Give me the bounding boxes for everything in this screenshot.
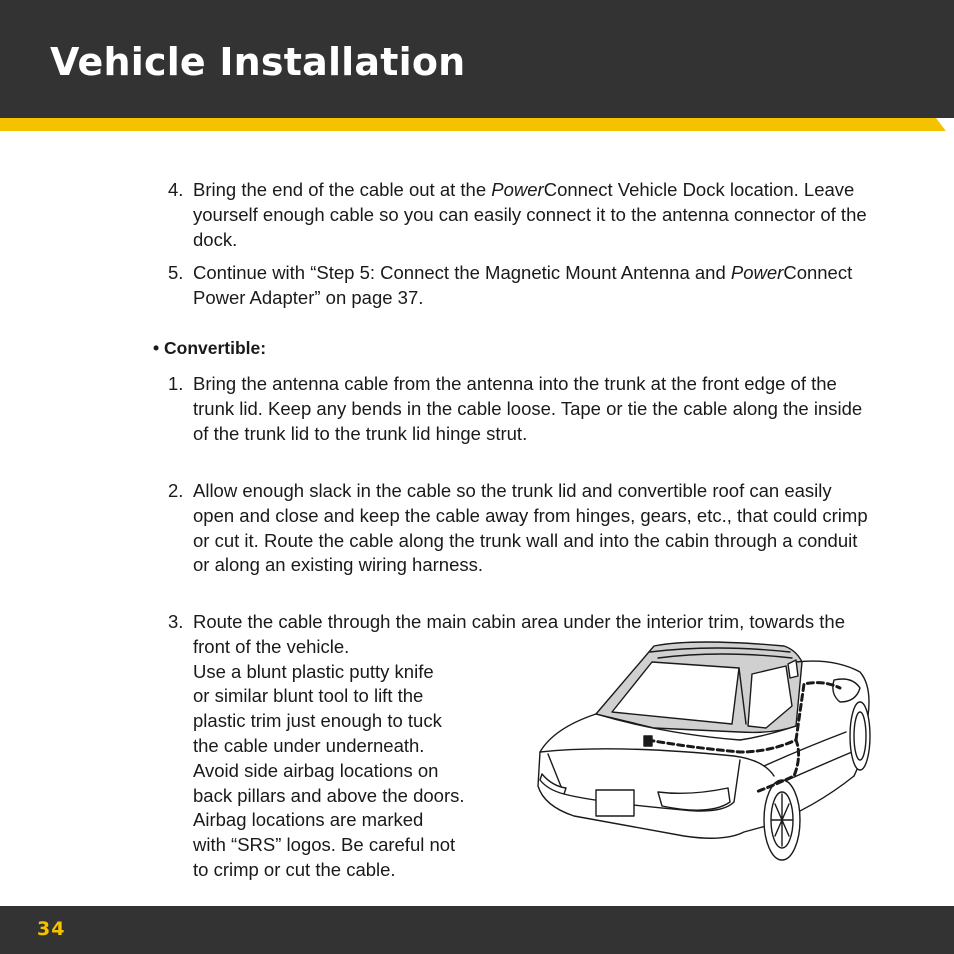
step-number: 2. [168,480,184,501]
convertible-heading: • Convertible: [153,338,267,358]
step-number: 1. [168,373,184,394]
step-5 [168,261,868,311]
accent-bar [0,118,954,131]
step-text: Continue with “Step 5: Connect the Magnetic Mount Antenna and PowerConnect Power Adapter” on page 37. [193,262,853,308]
step-text: Route the cable through the main cabin area under the interior trim, towards the front of the vehicle. Use a blunt plastic putty knife or similar blunt tool to lift the plastic trim just enough to tuck the cable under underneath. Avoid side airbag locations on back pillars and above the doors. Airbag locations are marked with “SRS” logos. Be careful not to crimp or cut the cable. [193,611,845,880]
page-number: 34 [37,918,66,940]
step-text: Bring the end of the cable out at the PowerConnect Vehicle Dock location. Leave yourself enough cable so you can easily connect it to the antenna connector of the dock. [193,179,867,250]
conv-step-1 [168,372,868,446]
conv-step-2 [168,479,868,578]
page-title: Vehicle Installation [50,40,466,84]
step-number: 3. [168,611,184,632]
convertible-car-illustration [534,636,872,864]
step-text: Allow enough slack in the cable so the trunk lid and convertible roof can easily open and close and keep the cable away from hinges, gears, etc., that could crimp or cut it. Route the cable along the trunk wall and into the cabin through a conduit or along an existing wiring harness. [193,480,868,576]
step-number: 5. [168,262,184,283]
footer-bar [0,906,954,954]
header-bar [0,0,954,118]
step-4 [168,178,868,252]
step-text: Bring the antenna cable from the antenna into the trunk at the front edge of the trunk lid. Keep any bends in the cable loose. Tape or tie the cable along the inside of the trunk lid to the trunk lid hinge strut. [193,373,863,444]
step-number: 4. [168,179,184,200]
